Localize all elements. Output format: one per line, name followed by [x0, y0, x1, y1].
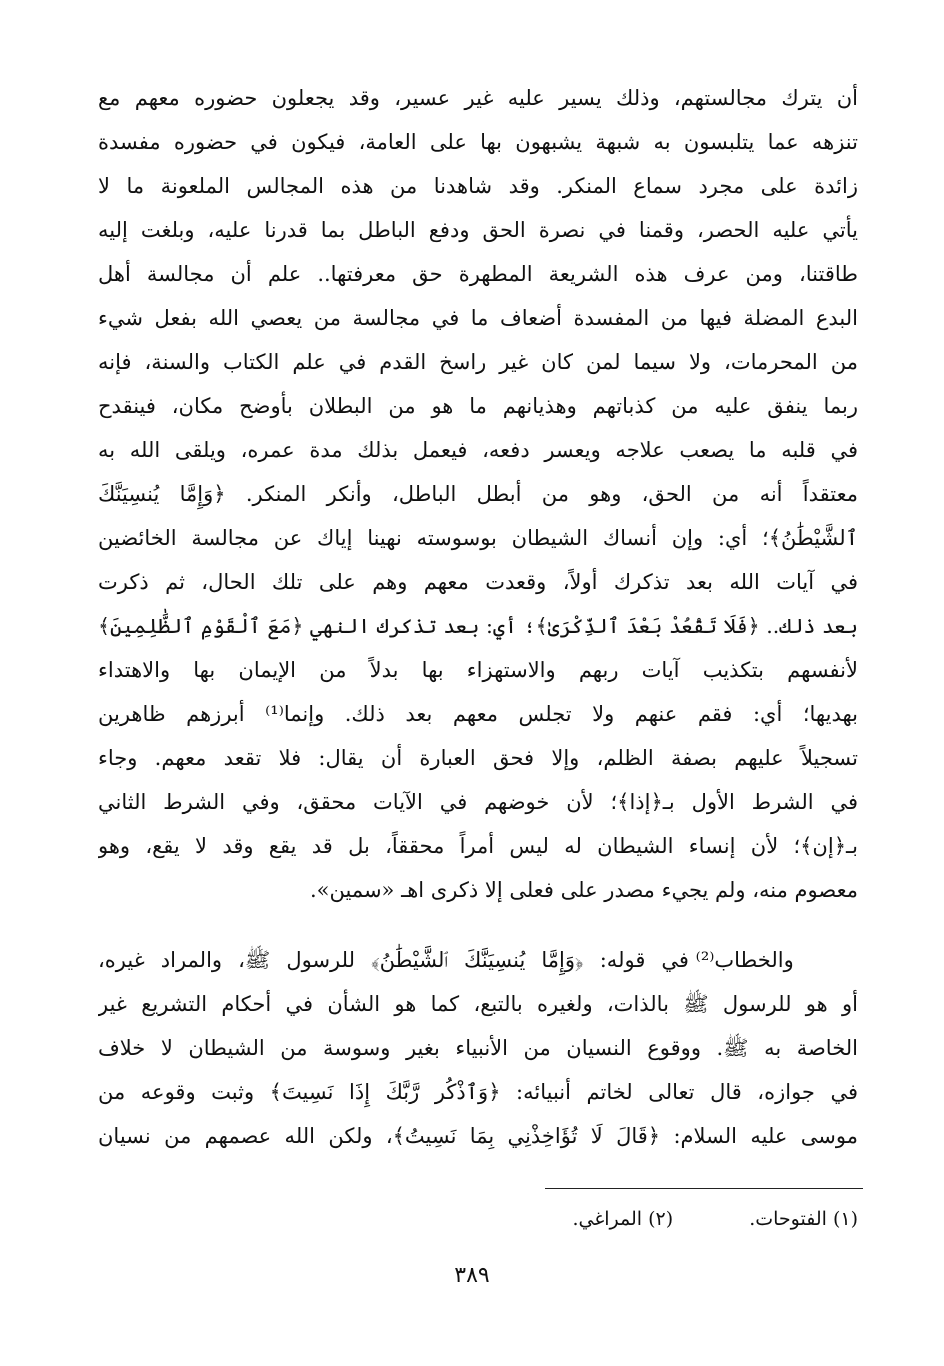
footnote-1: (١) الفتوحات.	[749, 1208, 858, 1230]
text-line: معصوم منه، ولم يجيء مصدر على فعلى إلا ذكرى اهـ «سمين».	[309, 878, 858, 902]
footnote-divider	[545, 1188, 863, 1189]
text-line: ربما ينفق عليه من كذباتهم وهذيانهم ما هو من البطلان بأوضح مكان، فينقدح	[98, 394, 858, 418]
text-line: الخاصة به ﷺ. ووقوع النسيان من الأنبياء بغير وسوسة من الشيطان لا خلاف	[98, 1036, 858, 1060]
text-line: أن يترك مجالستهم، وذلك يسير عليه غير عسير، وقد يجعلون حضوره معهم مع	[98, 86, 858, 110]
paragraph-2	[98, 938, 858, 1158]
text-line: أو هو للرسول ﷺ بالذات، ولغيره بالتبع، كما هو الشأن في أحكام التشريع غير	[98, 992, 858, 1016]
footnotes	[300, 1204, 858, 1234]
paragraph-1	[98, 76, 858, 912]
text-line: من المحرمات، ولا سيما لمن كان غير راسخ القدم في علم الكتاب والسنة، فإنه	[98, 350, 858, 374]
text-line: بهديها؛ أي: فقم عنهم ولا تجلس معهم بعد ذلك. وإنما⁽¹⁾ أبرزهم ظاهرين	[98, 702, 858, 726]
text-line: لأنفسهم بتكذيب آيات ربهم والاستهزاء بها بدلاً من الإيمان بها والاهتداء	[98, 658, 858, 682]
text-line: في الشرط الأول بـ﴿إذا﴾؛ لأن خوضهم في الآيات محقق، وفي الشرط الثاني	[98, 790, 858, 814]
footnote-2: (٢) المراغي.	[572, 1208, 674, 1230]
text-line: موسى عليه السلام: ﴿قَالَ لَا تُؤَاخِذْنِي بِمَا نَسِيتُ﴾، ولكن الله عصمهم من نسيان	[98, 1124, 858, 1148]
text-line: زائدة على مجرد سماع المنكر. وقد شاهدنا من هذه المجالس الملعونة ما لا	[98, 174, 858, 198]
text-line: في قلبه ما يصعب علاجه ويعسر دفعه، فيعمل بذلك مدة عمره، ويلقى الله به	[98, 438, 858, 462]
text-line: طاقتنا، ومن عرف هذه الشريعة المطهرة حق معرفتها.. علم أن مجالسة أهل	[98, 262, 858, 286]
text-line: في جوازه، قال تعالى لخاتم أنبيائه: ﴿وَٱذْكُر رَّبَّكَ إِذَا نَسِيتَ﴾ وثبت وقوعه من	[98, 1080, 858, 1104]
text-line: بعد ذلك.. ﴿فَلَا تَقْعُدْ بَعْدَ ٱلذِّكْرَىٰ﴾؛ أي: بعد تذكرك النهي ﴿مَعَ ٱلْقَوْمِ ٱلظَّٰلِمِينَ﴾	[98, 614, 858, 638]
text-line: يأتي عليه الحصر، وقمنا في نصرة الحق ودفع الباطل بما قدرنا عليه، وبلغت إليه	[98, 218, 858, 242]
text-line: تنزهه عما يتلبسون به شبهة يشبهون بها على العامة، فيكون في حضوره مفسدة	[98, 130, 858, 154]
page-number: ٣٨٩	[454, 1263, 490, 1288]
text-line: البدع المضلة فيها من المفسدة أضعاف ما في مجالسة من يعصي الله بفعل شيء	[98, 306, 858, 330]
text-line: والخطاب⁽²⁾ في قوله: ﴿وَإِمَّا يُنسِيَنَّكَ ٱلشَّيْطَٰنُ﴾ للرسول ﷺ، والمراد غيره،	[98, 948, 858, 972]
text-line: بـ﴿إن﴾؛ لأن إنساء الشيطان له ليس أمراً محققاً، بل قد يقع وقد لا يقع، وهو	[98, 834, 858, 858]
text-line: معتقداً أنه من الحق، وهو من أبطل الباطل، وأنكر المنكر. ﴿وَإِمَّا يُنسِيَنَّكَ	[98, 482, 858, 506]
text-line: في آيات الله بعد تذكرك أولاً، وقعدت معهم وهم على تلك الحال، ثم ذكرت	[98, 570, 858, 594]
text-line: ٱلشَّيْطَٰنُ﴾؛ أي: وإن أنساك الشيطان بوسوسته نهينا إياك عن مجالسة الخائضين	[98, 526, 858, 550]
text-line: تسجيلاً عليهم بصفة الظلم، وإلا فحق العبارة أن يقال: فلا تقعد معهم. وجاء	[98, 746, 858, 770]
